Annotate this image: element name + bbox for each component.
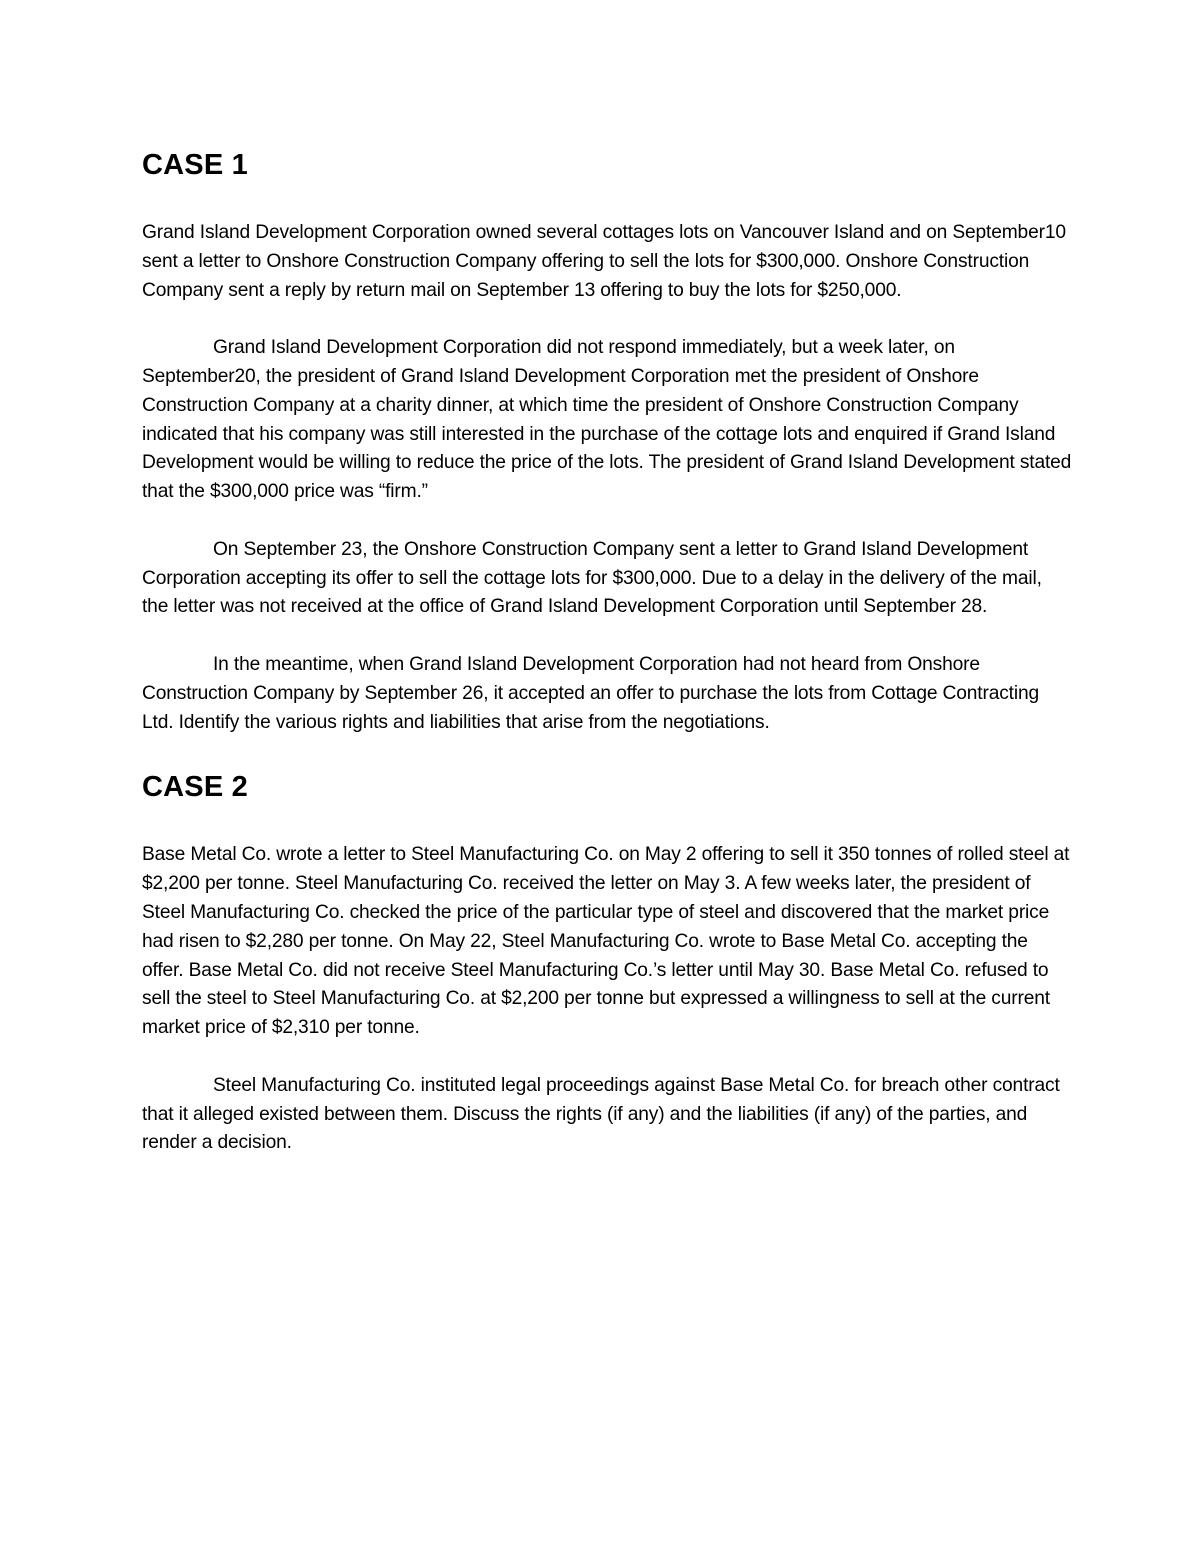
case-1-paragraph-2 xyxy=(142,334,1072,507)
case-2-paragraph-2-text: Steel Manufacturing Co. instituted legal proceedings against Base Metal Co. for breach other contract that it alleged existed between them. Discuss the rights (if any) and the liabilities (if any) of the parties, and render a decision. xyxy=(142,1074,1060,1154)
case-1-paragraph-3-text: On September 23, the Onshore Construction Company sent a letter to Grand Island Development Corporation accepting its offer to sell the cottage lots for $300,000. Due to a delay in the delivery of the mail, the letter was not received at the office of Grand Island Development Corporation until September 28. xyxy=(142,538,1042,618)
case-1-paragraph-2-text: Grand Island Development Corporation did not respond immediately, but a week later, on September20, the president of Grand Island Development Corporation met the president of Onshore Construction Company at a charity dinner, at which time the president of Onshore Construction Company indicated that his company was still interested in the purchase of the cottage lots and enquired if Grand Island Development would be willing to reduce the price of the lots. The president of Grand Island Development stated that the $300,000 price was “firm.” xyxy=(142,337,1072,503)
case-2-section xyxy=(142,762,1072,1158)
case-2-title: CASE 2 xyxy=(142,771,248,804)
case-2-paragraph-1-text: Base Metal Co. wrote a letter to Steel Manufacturing Co. on May 2 offering to sell it 350 tonnes of rolled steel at $2,200 per tonne. Steel Manufacturing Co. received the letter on May 3. A few weeks later, the president of Steel Manufacturing Co. checked the price of the particular type of steel and discovered that the market price had risen to $2,280 per tonne. On May 22, Steel Manufacturing Co. wrote to Base Metal Co. accepting the offer. Base Metal Co. did not receive Steel Manufacturing Co.’s letter until May 30. Base Metal Co. refused to sell the steel to Steel Manufacturing Co. at $2,200 per tonne but expressed a willingness to sell at the current market price of $2,310 per tonne. xyxy=(142,844,1070,1039)
document-page xyxy=(142,140,1072,1158)
case-2-paragraph-1 xyxy=(142,841,1072,1043)
case-2-paragraph-2 xyxy=(142,1072,1072,1158)
case-1-paragraph-1 xyxy=(142,219,1072,305)
case-1-section xyxy=(142,140,1072,737)
case-1-paragraph-1-text: Grand Island Development Corporation owned several cottages lots on Vancouver Island and on September10 sent a letter to Onshore Construction Company offering to sell the lots for $300,000. Onshore Construction Company sent a reply by return mail on September 13 offering to buy the lots for $250,000. xyxy=(142,222,1066,301)
case-1-paragraph-3 xyxy=(142,536,1072,622)
case-1-paragraph-4-text: In the meantime, when Grand Island Development Corporation had not heard from Onshore Construction Company by September 26, it accepted an offer to purchase the lots from Cottage Contracting Ltd. Identify the various rights and liabilities that arise from the negotiations. xyxy=(142,653,1040,733)
case-1-paragraph-4 xyxy=(142,651,1072,737)
case-1-title: CASE 1 xyxy=(142,149,248,181)
